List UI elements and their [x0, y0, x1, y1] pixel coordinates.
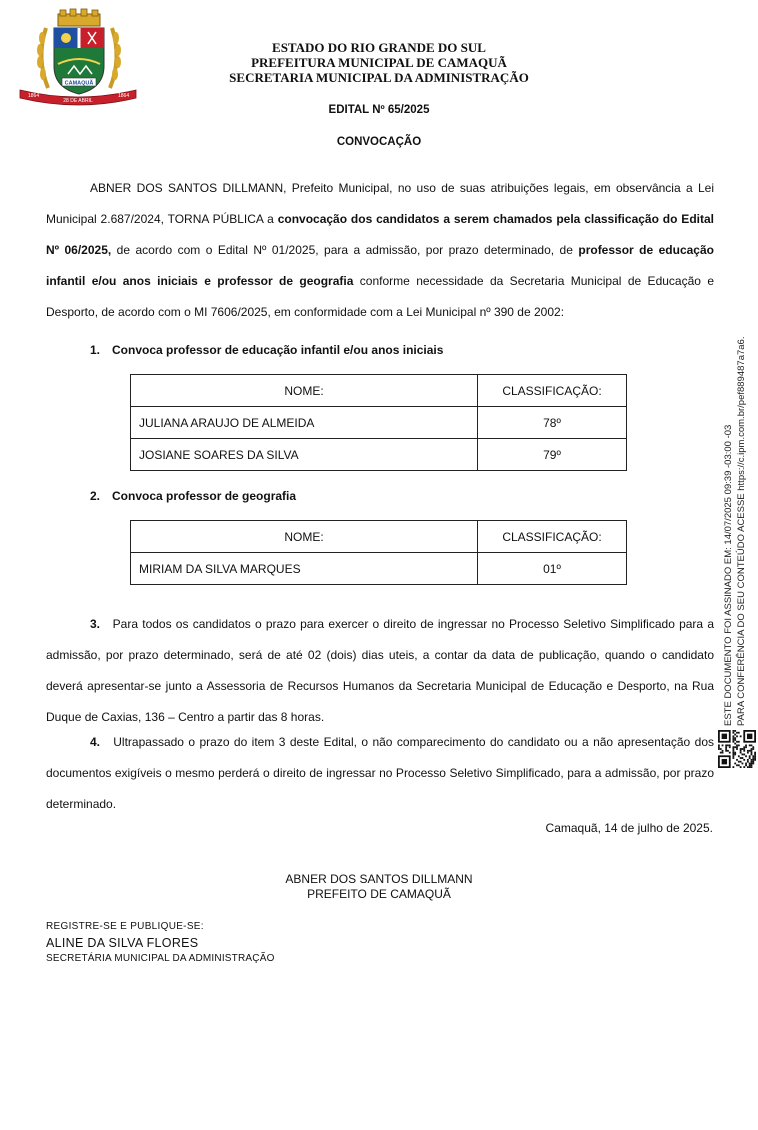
register-label: REGISTRE-SE E PUBLIQUE-SE:: [46, 921, 204, 932]
intro-run: conforme necessidade da Secretaria Municipal de Educação e Desporto, de acordo com o MI 7606/2025, em conformidade com a Lei Municipal nº 390 de 2002:: [46, 274, 714, 319]
city-date: Camaquã, 14 de julho de 2025.: [545, 821, 713, 835]
qr-code-icon[interactable]: [718, 730, 756, 768]
signature-block: [0, 872, 758, 902]
cell-name: JOSIANE SOARES DA SILVA: [131, 439, 478, 471]
col-header-name: NOME:: [131, 375, 478, 407]
section-1-number: 1.: [90, 343, 101, 357]
intro-paragraph: [46, 173, 714, 328]
item-4-text: Ultrapassado o prazo do item 3 deste Edital, o não comparecimento do candidato ou a não apresentação dos documentos exigíveis o mesmo perderá o direito de ingressar no Processo Seletivo Simplificado, para a admissão, por prazo determinado.: [46, 735, 714, 811]
candidates-table-2: [130, 520, 627, 585]
stamp-line-2: PARA CONFERÊNCIA DO SEU CONTEÚDO ACESSE https://c.ipm.com.br/pef889487a7a6.: [736, 336, 747, 726]
item-3-text: Para todos os candidatos o prazo para exercer o direito de ingressar no Processo Seletivo Simplificado para a admissão, por prazo determinado, será de até 02 (dois) dias uteis, a contar da data de publicação, quando o candidato deverá apresentar-se junto a Assessoria de Recursos Humanos da Secretaria Municipal de Educação e Desporto, na Rua Duque de Caxias, 136 – Centro a partir das 8 horas.: [46, 617, 714, 724]
section-1-heading: [90, 343, 443, 357]
crest-ribbon-center: 28 DE ABRIL: [63, 98, 93, 104]
municipal-crest-logo: [18, 8, 138, 106]
document-header: [180, 40, 578, 85]
table-row: [131, 407, 627, 439]
header-state: ESTADO DO RIO GRANDE DO SUL: [272, 40, 486, 55]
col-header-name: NOME:: [131, 521, 478, 553]
intro-run: ABNER DOS SANTOS DILLMANN, Prefeito Municipal, no uso de suas atribuições legais, em observância a Lei Municipal 2.687/2024, TORNA PÚBLICA a: [46, 181, 714, 226]
cell-classification: 79º: [478, 439, 627, 471]
verification-stamp: [722, 336, 758, 1130]
table-header-row: [131, 521, 627, 553]
col-header-classification: CLASSIFICAÇÃO:: [478, 521, 627, 553]
intro-run: de acordo com o Edital Nº 01/2025, para a admissão, por prazo determinado, de: [111, 243, 579, 257]
item-3-paragraph: [46, 609, 714, 733]
table-row: [131, 439, 627, 471]
section-2-heading: [90, 489, 296, 503]
header-secretaria: SECRETARIA MUNICIPAL DA ADMINISTRAÇÃO: [229, 70, 529, 85]
section-1-title: Convoca professor de educação infantil e/ou anos iniciais: [112, 343, 444, 357]
cell-name: MIRIAM DA SILVA MARQUES: [131, 553, 478, 585]
intro-run: professor de educação infantil e/ou anos iniciais e professor de geografia: [46, 243, 714, 288]
register-role: SECRETÁRIA MUNICIPAL DA ADMINISTRAÇÃO: [46, 953, 275, 964]
crest-ribbon-right: 1864: [118, 93, 130, 99]
table-header-row: [131, 375, 627, 407]
stamp-line-1: ESTE DOCUMENTO FOI ASSINADO EM: 14/07/2025 09:39 -03:00 -03: [723, 424, 734, 726]
candidates-table-1: [130, 374, 627, 471]
section-2-title: Convoca professor de geografia: [112, 489, 297, 503]
edital-number: EDITAL Nº 65/2025: [328, 104, 430, 116]
intro-run: convocação dos candidatos a serem chamados pela classificação do Edital Nº 06/2025,: [46, 212, 714, 257]
item-4-paragraph: [46, 727, 714, 820]
col-header-classification: CLASSIFICAÇÃO:: [478, 375, 627, 407]
signer-name: ABNER DOS SANTOS DILLMANN: [285, 872, 473, 886]
signer-role: PREFEITO DE CAMAQUÃ: [307, 887, 451, 901]
document-title: CONVOCAÇÃO: [336, 136, 422, 148]
table-row: [131, 553, 627, 585]
item-4-number: 4.: [90, 735, 101, 749]
cell-classification: 01º: [478, 553, 627, 585]
crest-banner-text: CAMAQUÃ: [64, 80, 94, 87]
cell-name: JULIANA ARAUJO DE ALMEIDA: [131, 407, 478, 439]
header-prefeitura: PREFEITURA MUNICIPAL DE CAMAQUÃ: [251, 55, 507, 70]
crest-ribbon-left: 1864: [28, 93, 40, 99]
section-2-number: 2.: [90, 489, 101, 503]
cell-classification: 78º: [478, 407, 627, 439]
item-3-number: 3.: [90, 617, 101, 631]
register-name: ALINE DA SILVA FLORES: [46, 936, 199, 950]
